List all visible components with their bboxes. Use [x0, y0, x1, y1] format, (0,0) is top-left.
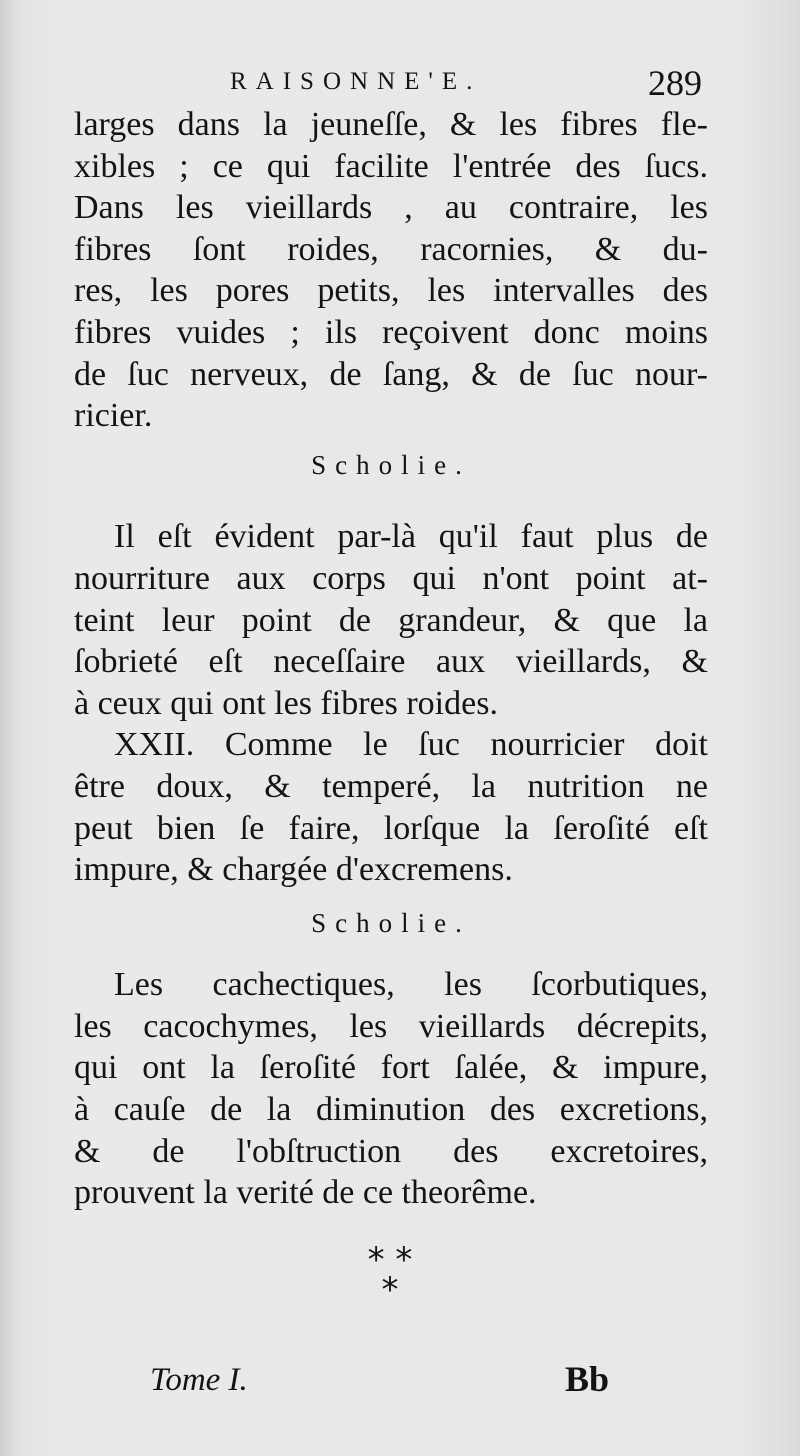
- page-header: [70, 60, 710, 110]
- text-line: à ceux qui ont les fibres roides.: [74, 684, 498, 722]
- text-line: nourriture aux corps qui n'ont point at-: [74, 559, 708, 597]
- text-line: & de l'obſtruction des excretoires,: [74, 1132, 708, 1170]
- text-line: à cauſe de la diminution des excretions,: [74, 1091, 708, 1129]
- text-line: impure, & chargée d'excremens.: [74, 851, 513, 889]
- text-line: teint leur point de grandeur, & que la: [74, 601, 708, 639]
- text-line: peut bien ſe faire, lorſque la ſeroſité eſt: [74, 809, 708, 847]
- text-line: Dans les vieillards , au contraire, les: [74, 189, 708, 227]
- running-head: RAISONNE'E.: [230, 68, 482, 95]
- page-number: 289: [648, 63, 702, 103]
- text-line: fibres vuides ; ils reçoivent donc moins: [74, 313, 708, 351]
- text-line: fibres ſont roides, racornies, & du-: [74, 230, 708, 268]
- paragraph-continuation: [74, 104, 708, 437]
- text-line: de ſuc nerveux, de ſang, & de ſuc nour-: [74, 355, 708, 393]
- text-line: XXII. Comme le ſuc nourricier doit: [114, 726, 708, 764]
- asterism-ornament: [340, 1240, 440, 1315]
- volume-label: Tome I.: [150, 1362, 248, 1398]
- text-line: xibles ; ce qui facilite l'entrée des ſucs.: [74, 147, 708, 185]
- text-line: Les cachectiques, les ſcorbutiques,: [114, 966, 708, 1004]
- text-line: ricier.: [74, 397, 153, 435]
- ornament-top: * *: [367, 1240, 413, 1280]
- text-line: qui ont la ſeroſité fort ſalée, & impure,: [74, 1049, 708, 1087]
- section-heading-scholie: Scholie.: [311, 449, 471, 480]
- text-line: res, les pores petits, les intervalles des: [74, 272, 708, 310]
- ornament-bottom: *: [381, 1270, 399, 1310]
- signature-mark: Bb: [565, 1359, 610, 1399]
- text-line: les cacochymes, les vieillards décrepits,: [74, 1007, 708, 1045]
- text-line: larges dans la jeuneſſe, & les fibres fle-: [74, 106, 708, 143]
- paragraph-scholie-1: [74, 516, 708, 724]
- body-text: [74, 104, 708, 1214]
- text-line: ſobrieté eſt neceſſaire aux vieillards, &: [74, 643, 708, 681]
- text-line: Il eſt évident par-là qu'il faut plus de: [114, 518, 708, 556]
- paragraph-scholie-2: [74, 964, 708, 1214]
- text-line: être doux, & temperé, la nutrition ne: [74, 767, 708, 805]
- paragraph-xxii: [74, 724, 708, 890]
- text-line: prouvent la verité de ce theorême.: [74, 1174, 537, 1212]
- section-heading-scholie: Scholie.: [311, 907, 471, 938]
